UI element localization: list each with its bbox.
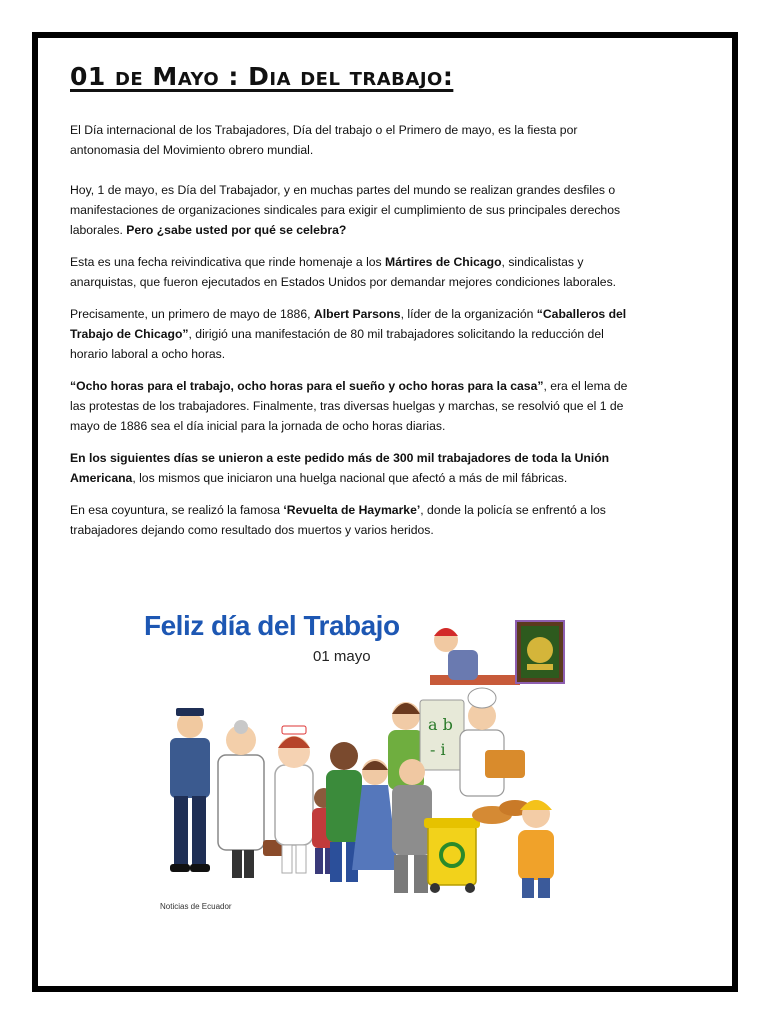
paragraph-7-text: En esa coyuntura, se realizó la famosa: [70, 503, 284, 517]
paragraph-2: [70, 180, 630, 240]
chef-icon: [460, 688, 525, 796]
paragraph-3-text: Esta es una fecha reivindicativa que rinde homenaje a los: [70, 255, 386, 269]
paragraph-4-org: “Caballeros del Trabajo de Chicago”: [70, 307, 627, 341]
paragraph-7-text-end: , donde la policía se enfrentó a los trabajadores dejando como resultado dos muertos y varios heridos.: [70, 503, 606, 537]
paragraph-2-text: Hoy, 1 de mayo, es Día del Trabajador, y en muchas partes del mundo se realizan grandes desfiles o manifestaciones de organizaciones sindicales para exigir el cumplimiento de sus principales derechos laborales.: [70, 183, 621, 237]
svg-text:a b: a b: [428, 715, 453, 734]
paragraph-6-text: , los mismos que iniciaron una huelga nacional que afectó a más de mil fábricas.: [132, 471, 568, 485]
paragraph-3-bold: Mártires de Chicago: [385, 255, 502, 269]
teacher-icon: [388, 700, 464, 790]
construction-worker-icon: [518, 800, 554, 898]
paragraph-1-text: El Día internacional de los Trabajadores, Día del trabajo o el Primero de mayo, es la fiesta por antonomasia del Movimiento obrero mundial.: [70, 123, 578, 157]
roofer-icon: [430, 628, 520, 685]
labor-day-poster: [130, 580, 570, 911]
paragraph-7: [70, 500, 630, 540]
paragraph-6-bold: En los siguientes días se unieron a este pedido más de 300 mil trabajadores de toda la Unión Americana: [70, 451, 610, 485]
paragraph-5: [70, 376, 630, 436]
paragraph-2-question: Pero ¿sabe usted por qué se celebra?: [126, 223, 347, 237]
poster-credit: Noticias de Ecuador: [160, 902, 232, 911]
paragraph-4: [70, 304, 630, 364]
article-body: [70, 120, 630, 552]
paragraph-3: [70, 252, 630, 292]
paragraph-4-text-end: , dirigió una manifestación de 80 mil trabajadores solicitando la reducción del horario laboral a ocho horas.: [70, 327, 604, 361]
poster-subtitle: 01 mayo: [313, 648, 371, 665]
badge-emblem-icon: [515, 620, 565, 684]
police-officer-icon: [170, 708, 210, 872]
paragraph-4-text: Precisamente, un primero de mayo de 1886,: [70, 307, 314, 321]
paragraph-5-motto: “Ocho horas para el trabajo, ocho horas para el sueño y ocho horas para la casa”: [70, 379, 544, 393]
paragraph-1: [70, 120, 630, 160]
paragraph-5-text: , era el lema de las protestas de los trabajadores. Finalmente, tras diversas huelgas y marchas, se resolvió que el 1 de mayo de 1886 sea el día inicial para la jornada de ocho horas diarias.: [70, 379, 628, 433]
recycling-bin-icon: [424, 818, 480, 893]
paragraph-7-bold: ‘Revuelta de Haymarke’: [283, 503, 421, 517]
page-title: 01 de Mayo : Dia del trabajo:: [70, 62, 454, 91]
paragraph-3-text-end: , sindicalistas y anarquistas, que fueron ejecutados en Estados Unidos por demandar mejores condiciones laborales.: [70, 255, 617, 289]
poster-title: Feliz día del Trabajo: [144, 610, 400, 641]
paragraph-4-text-mid: , líder de la organización: [400, 307, 537, 321]
paragraph-6: [70, 448, 630, 488]
svg-text:- i: - i: [430, 740, 446, 759]
paragraph-4-name: Albert Parsons: [313, 307, 401, 321]
